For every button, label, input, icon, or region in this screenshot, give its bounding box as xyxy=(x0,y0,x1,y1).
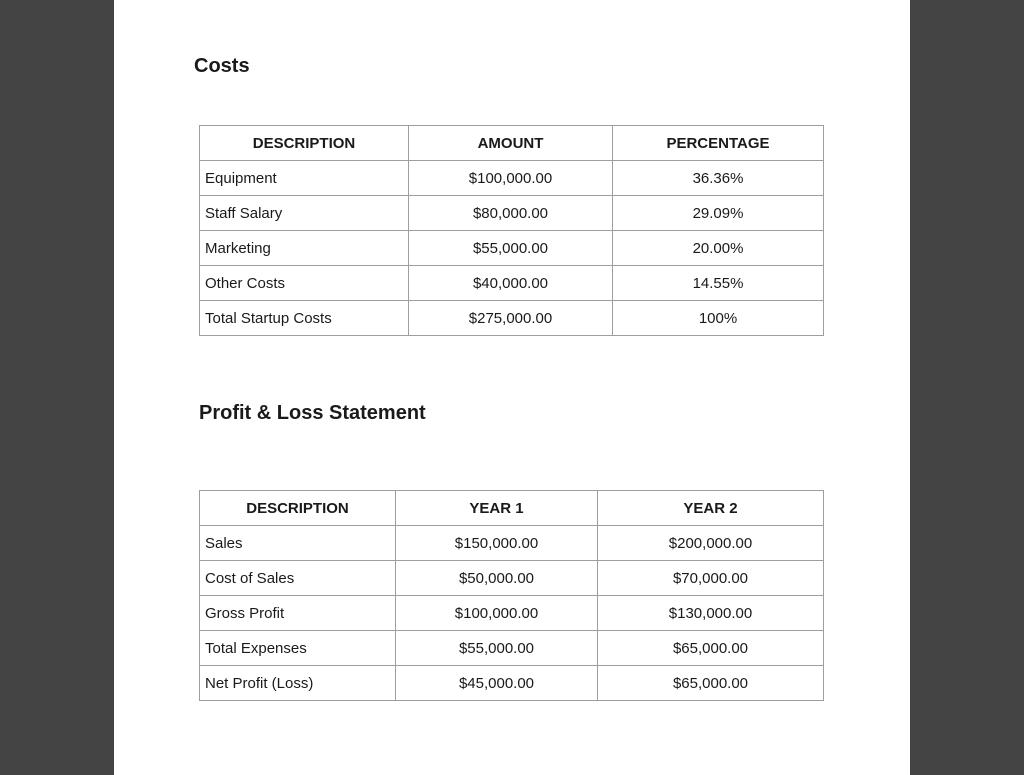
document-page xyxy=(114,0,910,775)
table-row xyxy=(200,631,824,666)
table-row xyxy=(200,196,824,231)
cell-percentage: 100% xyxy=(613,301,824,336)
costs-heading: Costs xyxy=(194,55,250,77)
cell-year-2: $65,000.00 xyxy=(598,666,824,701)
cell-description: Sales xyxy=(200,526,396,561)
cell-description: Staff Salary xyxy=(200,196,409,231)
cell-description: Net Profit (Loss) xyxy=(200,666,396,701)
cell-year-2: $200,000.00 xyxy=(598,526,824,561)
column-header-percentage: PERCENTAGE xyxy=(613,126,824,161)
costs-table xyxy=(199,125,824,336)
cell-year-2: $130,000.00 xyxy=(598,596,824,631)
column-header-amount: AMOUNT xyxy=(409,126,613,161)
cell-amount: $100,000.00 xyxy=(409,161,613,196)
cell-description: Marketing xyxy=(200,231,409,266)
table-header-row xyxy=(200,491,824,526)
cell-year-1: $100,000.00 xyxy=(396,596,598,631)
cell-description: Equipment xyxy=(200,161,409,196)
table-row xyxy=(200,161,824,196)
table-row xyxy=(200,561,824,596)
column-header-year-1: YEAR 1 xyxy=(396,491,598,526)
table-row xyxy=(200,231,824,266)
cell-year-1: $45,000.00 xyxy=(396,666,598,701)
cell-description: Total Startup Costs xyxy=(200,301,409,336)
cell-description: Cost of Sales xyxy=(200,561,396,596)
table-row xyxy=(200,596,824,631)
column-header-description: DESCRIPTION xyxy=(200,491,396,526)
profit-loss-table xyxy=(199,490,824,701)
cell-amount: $55,000.00 xyxy=(409,231,613,266)
cell-amount: $40,000.00 xyxy=(409,266,613,301)
cell-year-2: $65,000.00 xyxy=(598,631,824,666)
table-row xyxy=(200,526,824,561)
cell-percentage: 36.36% xyxy=(613,161,824,196)
column-header-description: DESCRIPTION xyxy=(200,126,409,161)
table-row xyxy=(200,666,824,701)
cell-amount: $275,000.00 xyxy=(409,301,613,336)
cell-year-1: $150,000.00 xyxy=(396,526,598,561)
profit-loss-heading: Profit & Loss Statement xyxy=(199,402,426,424)
column-header-year-2: YEAR 2 xyxy=(598,491,824,526)
cell-percentage: 29.09% xyxy=(613,196,824,231)
table-row xyxy=(200,266,824,301)
cell-percentage: 20.00% xyxy=(613,231,824,266)
table-row xyxy=(200,301,824,336)
cell-amount: $80,000.00 xyxy=(409,196,613,231)
cell-description: Gross Profit xyxy=(200,596,396,631)
cell-year-2: $70,000.00 xyxy=(598,561,824,596)
cell-year-1: $50,000.00 xyxy=(396,561,598,596)
cell-description: Other Costs xyxy=(200,266,409,301)
cell-year-1: $55,000.00 xyxy=(396,631,598,666)
table-header-row xyxy=(200,126,824,161)
cell-description: Total Expenses xyxy=(200,631,396,666)
cell-percentage: 14.55% xyxy=(613,266,824,301)
